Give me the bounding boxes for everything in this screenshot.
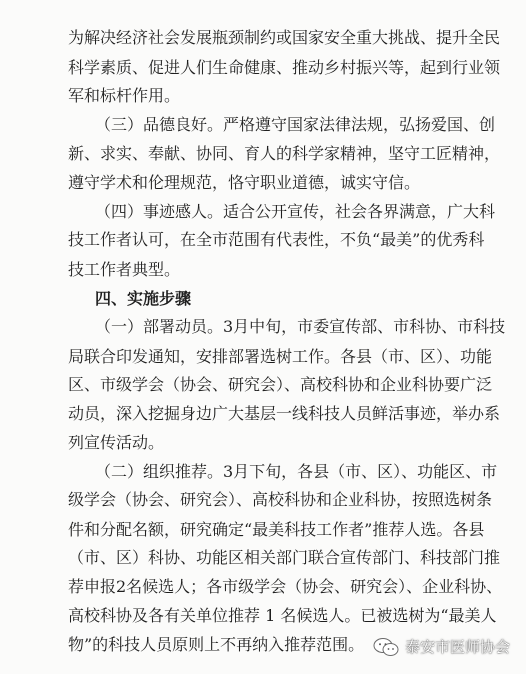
text-line-content: 四、实施步骤 xyxy=(95,288,192,308)
text-line xyxy=(0,311,526,343)
text-line xyxy=(0,369,526,401)
text-line-content: （二）组织推荐。3月下旬，各县（市、区）、功能区、市 xyxy=(95,461,498,481)
text-line-content: 局联合印发通知，安排部署选树工作。各县（市、区）、功能 xyxy=(68,346,493,366)
text-line-content: （市、区）科协、功能区相关部门联合宣传部门、科技部门推 xyxy=(68,547,501,567)
wechat-icon xyxy=(373,637,399,657)
text-line-content: 高校科协及各有关单位推荐 1 名候选人。已被选树为“最美人 xyxy=(68,605,497,625)
text-line xyxy=(0,138,526,170)
text-line-content: 技工作者认可，在全市范围有代表性，不负“最美”的优秀科 xyxy=(68,230,485,250)
text-line-content: 科学素质、促进人们生命健康、推动乡村振兴等，起到行业领 xyxy=(68,57,501,77)
text-line xyxy=(0,52,526,84)
text-line-content: （三）品德良好。严格遵守国家法律法规，弘扬爱国、创 xyxy=(95,115,496,135)
text-line-content: 件和分配名额，研究确定“最美科技工作者”推荐人选。各县 xyxy=(68,519,485,539)
text-line-content: （一）部署动员。3月中旬，市委宣传部、市科协、市科技 xyxy=(95,317,506,337)
text-line-content: 新、求实、奉献、协同、育人的科学家精神，坚守工匠精神， xyxy=(68,143,501,163)
text-line xyxy=(0,224,526,256)
text-line xyxy=(0,571,526,603)
text-line xyxy=(0,341,526,373)
text-line-content: 区、市级学会（协会、研究会）、高校科协和企业科协要广泛 xyxy=(68,375,493,394)
text-line-content: 军和标杆作用。 xyxy=(68,85,181,105)
text-line-content: 物”的科技人员原则上不再纳入推荐范围。 xyxy=(68,634,365,654)
text-line xyxy=(0,22,526,54)
text-line-content: 列宣传活动。 xyxy=(68,432,165,452)
text-line xyxy=(0,80,526,112)
text-line-content: （四）事迹感人。适合公开宣传，社会各界满意，广大科 xyxy=(95,202,496,222)
text-line-content: 动员，深入挖掘身边广大基层一线科技人员鲜活事迹，举办系 xyxy=(68,404,501,424)
text-line xyxy=(0,456,526,488)
text-line-content: 为解决经济社会发展瓶颈制约或国家安全重大挑战、提升全民 xyxy=(68,28,501,48)
text-line xyxy=(0,196,526,228)
text-line xyxy=(0,283,526,315)
watermark xyxy=(373,636,510,657)
text-line xyxy=(0,600,526,632)
text-line xyxy=(0,542,526,574)
text-line xyxy=(0,254,526,286)
text-line xyxy=(0,514,526,546)
watermark-text: 泰安市医师协会 xyxy=(404,638,510,656)
text-line-content: 级学会（协会、研究会）、高校科协和企业科协，按照选树条 xyxy=(68,490,493,510)
text-line-content: 技工作者典型。 xyxy=(68,259,181,279)
text-line xyxy=(0,398,526,430)
text-line xyxy=(0,484,526,516)
text-line xyxy=(0,109,526,141)
text-line xyxy=(0,167,526,199)
text-line xyxy=(0,427,526,459)
text-line-content: 荐申报2名候选人；各市级学会（协会、研究会）、企业科协、 xyxy=(68,577,503,597)
text-line-content: 遵守学术和伦理规范，恪守职业道德，诚实守信。 xyxy=(68,172,421,192)
